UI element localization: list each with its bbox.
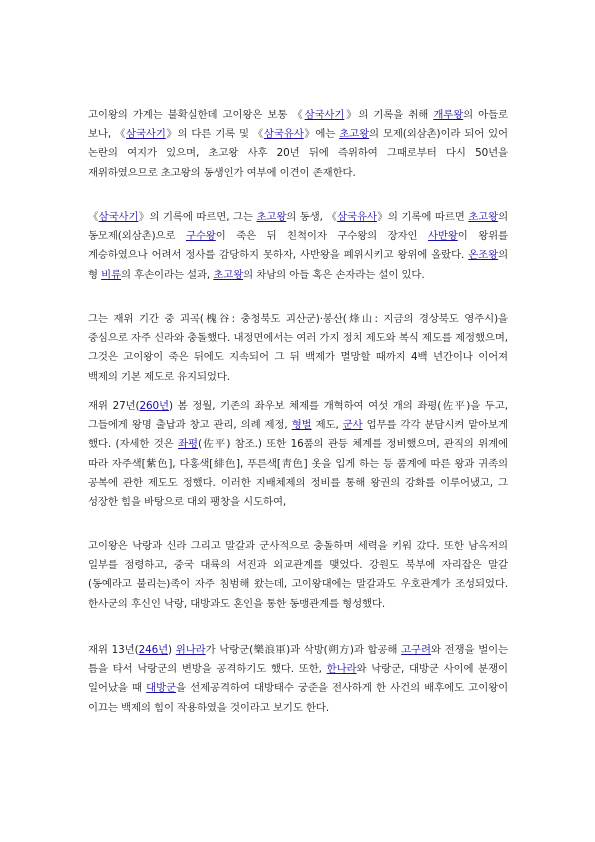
text-run: 》의 기록에 따르면 <box>376 211 469 223</box>
wiki-link[interactable]: 삼국사기 <box>126 128 166 141</box>
paragraph-4 <box>88 397 508 512</box>
text-run: 고이왕은 낙랑과 신라 그리고 말갈과 군사적으로 충돌하며 세력을 키워 갔다. 또한 남옥저의 일부를 점령하고, 중국 대륙의 서진과 외교관계를 맺었다. 강원도 북부에 자리잡은 말갈(동예라고 불리는)족이 자주 침범해 왔는데, 고이왕대에는 말갈과도 우호관계가 조성되었다. 한사군의 후신인 낙랑, 대방과도 혼인을 통한 동맹관계를 형성했다. <box>88 540 508 610</box>
text-run: 와 낙랑군, 대방군 사이에 분쟁이 일어났을 때 <box>88 663 508 695</box>
text-run: 의 동모제(외삼촌)으로 <box>88 211 508 243</box>
wiki-link[interactable]: 삼국사기 <box>304 109 345 121</box>
text-run: 》의 기록을 취해 <box>344 109 434 121</box>
wiki-link[interactable]: 삼국유사 <box>263 128 304 141</box>
wiki-link[interactable]: 삼국유사 <box>337 211 377 223</box>
text-run: 가 낙랑군(樂浪軍)과 삭방(朔方)과 합공해 <box>205 644 402 656</box>
wiki-link[interactable]: 비류 <box>101 268 122 281</box>
wiki-link[interactable]: 좌평 <box>178 438 198 451</box>
wiki-link[interactable]: 고구려 <box>401 644 431 656</box>
text-run: 의 차남의 아들 혹은 손자라는 설이 있다. <box>243 268 425 281</box>
text-run: 고이왕의 가계는 불확실한데 고이왕은 보통 《 <box>88 109 305 121</box>
wiki-link[interactable]: 위나라 <box>175 644 206 656</box>
wiki-link[interactable]: 초고왕 <box>256 211 287 223</box>
paragraph-2 <box>88 208 508 285</box>
text-run: 그는 재위 기간 중 괴곡(槐谷: 충청북도 괴산군)·봉산(烽山: 지금의 경상북도 영주시)을 중심으로 자주 신라와 충돌했다. 내정면에서는 여러 가지 정치 제도와 복식 제도를 제정했으며, 그것은 고이왕이 죽은 뒤에도 지속되어 그 뒤 백제가 멸망할 때까지 4백 년간이나 이어져 백제의 기본 제도로 유지되었다. <box>88 313 508 383</box>
wiki-link[interactable]: 개루왕 <box>433 109 464 121</box>
wiki-link[interactable]: 사반왕 <box>427 230 458 243</box>
paragraph-3 <box>88 310 508 387</box>
wiki-link[interactable]: 군사 <box>342 419 363 432</box>
paragraph-5 <box>88 537 508 614</box>
text-run: 업무를 각각 분담시켜 맡아보게 했다. (자세한 것은 <box>88 419 509 451</box>
text-run: 》에는 <box>303 128 340 141</box>
wiki-link[interactable]: 초고왕 <box>213 268 244 281</box>
text-run: 의 형 <box>88 249 508 281</box>
wiki-link[interactable]: 260년 <box>139 400 169 412</box>
text-run: 을 선제공격하여 대방태수 궁준을 전사하게 한 사건의 배후에도 고이왕이 이끄는 백제의 힘이 작용하였을 것이라고 보기도 한다. <box>88 682 509 714</box>
wiki-link[interactable]: 한나라 <box>326 663 357 676</box>
text-run: ) 봄 정월, 기존의 좌우보 체제를 개혁하여 여섯 개의 좌평(佐平)을 두고, 그들에게 왕명 출납과 창고 관리, 의례 제정, <box>88 400 508 432</box>
wiki-link[interactable]: 초고왕 <box>339 128 370 141</box>
text-run: 재위 27년( <box>88 400 140 412</box>
paragraph-1 <box>88 106 508 183</box>
paragraph-6 <box>88 641 508 718</box>
text-run: 이 왕위를 계승하였으나 어려서 정사를 감당하지 못하자, 사반왕을 폐위시키고 왕위에 올랐다. <box>88 230 509 262</box>
wiki-link[interactable]: 온조왕 <box>468 249 499 262</box>
text-run: 제도, <box>311 419 343 432</box>
wiki-link[interactable]: 형벌 <box>291 419 312 432</box>
text-run: ) <box>168 644 176 656</box>
text-run: 》의 다른 기록 및 《 <box>165 128 264 141</box>
text-run: 의 모제(외삼촌)이라 되어 있어 논란의 여지가 있으며, 초고왕 사후 20년 뒤에 즉위하여 그때로부터 다시 50년을 재위하였으므로 초고왕의 동생인가 여부에 이견이 존재한다. <box>88 128 508 179</box>
wiki-link[interactable]: 246년 <box>138 644 169 656</box>
text-run: 의 동생, 《 <box>286 211 338 223</box>
text-run: 이 죽은 뒤 친척이자 구수왕의 장자인 <box>215 230 428 243</box>
text-run: 재위 13년( <box>88 644 139 656</box>
text-run: 의 후손이라는 설과, <box>121 268 214 281</box>
text-run: (佐平) 참조.) 또한 16품의 관등 체계를 정비했으며, 관직의 위계에 따라 자주색[紫色], 다홍색[緋色], 푸른색[靑色] 옷을 입게 하는 등 품계에 따른 왕과 귀족의 공복에 관한 제도도 정했다. 이러한 지배체제의 정비를 통해 왕권의 강화를 이루어냈고, 그 성장한 힘을 바탕으로 대외 팽창을 시도하여, <box>88 438 508 509</box>
text-run: 》의 기록에 따르면, 그는 <box>138 211 257 223</box>
wiki-link[interactable]: 대방군 <box>146 682 176 695</box>
text-run: 《 <box>88 211 99 223</box>
wiki-link[interactable]: 초고왕 <box>468 211 499 223</box>
wiki-link[interactable]: 삼국사기 <box>98 211 139 223</box>
wiki-link[interactable]: 구수왕 <box>185 230 216 243</box>
text-run: 의 아들로 보나, 《 <box>88 109 508 141</box>
text-run: 와 전쟁을 벌이는 틈을 타서 낙랑군의 변방을 공격하기도 했다. 또한, <box>88 644 509 676</box>
